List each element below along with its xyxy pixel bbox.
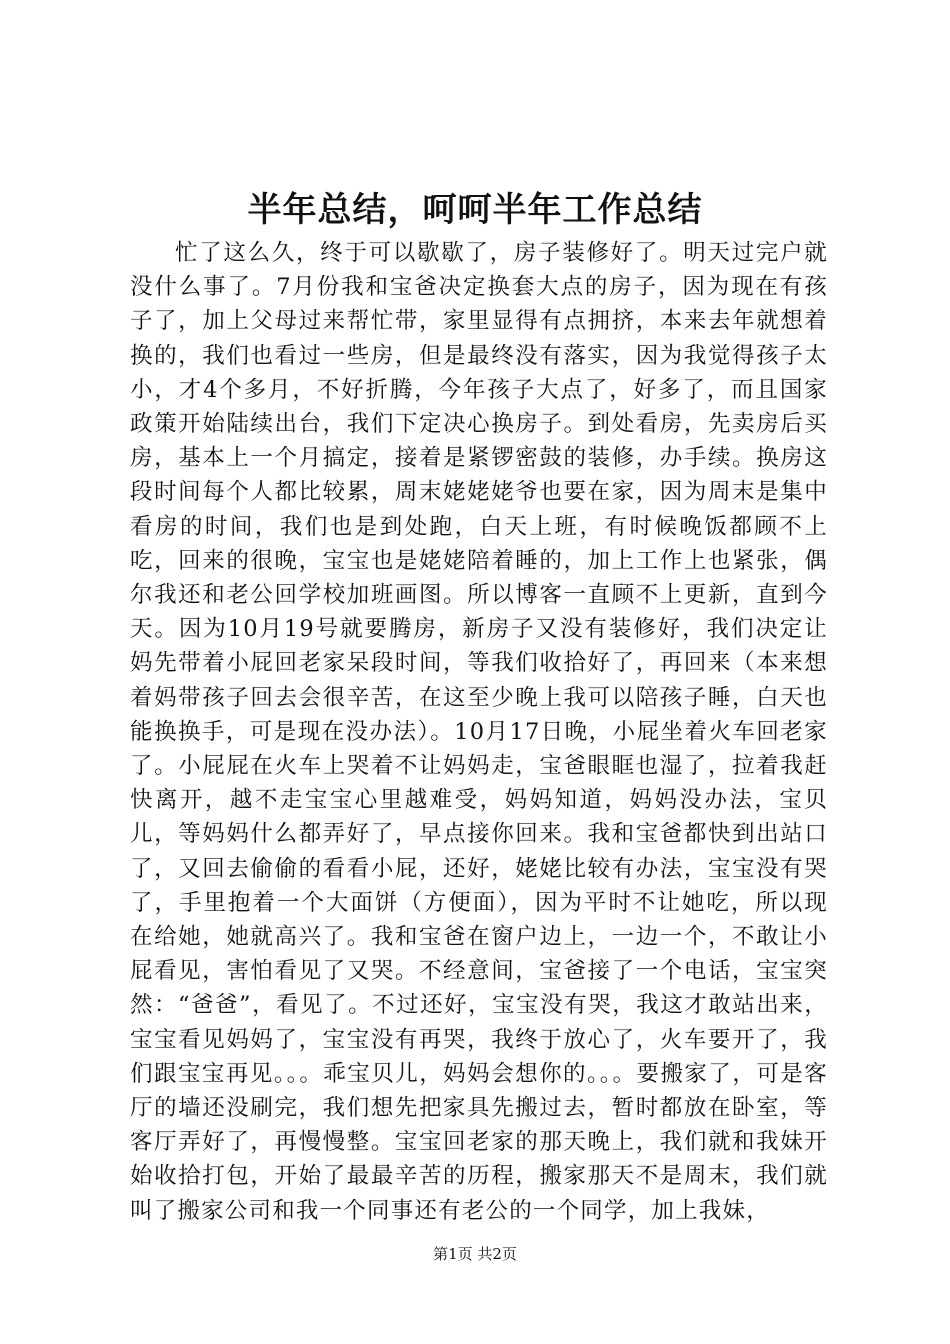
document-body-paragraph: 忙了这么久，终于可以歇歇了，房子装修好了。明天过完户就没什么事了。7月份我和宝爸决定换套大点的房子，因为现在有孩子了，加上父母过来帮忙带，家里显得有点拥挤，本来去年就想着换的，我们也看过一些房，但是最终没有落实，因为我觉得孩子太小，才4个多月，不好折腾，今年孩子大点了，好多了，而且国家政策开始陆续出台，我们下定决心换房子。到处看房，先卖房后买房，基本上一个月搞定，接着是紧锣密鼓的装修，办手续。换房这段时间每个人都比较累，周末姥姥姥爷也要在家，因为周末是集中看房的时间，我们也是到处跑，白天上班，有时候晚饭都顾不上吃，回来的很晚，宝宝也是姥姥陪着睡的，加上工作上也紧张，偶尔我还和老公回学校加班画图。所以博客一直顾不上更新，直到今天。因为10月19号就要腾房，新房子又没有装修好，我们决定让妈先带着小屁回老家呆段时间，等我们收拾好了，再回来（本来想着妈带孩子回去会很辛苦，在这至少晚上我可以陪孩子睡，白天也能换换手，可是现在没办法）。10月17日晚，小屁坐着火车回老家了。小屁屁在火车上哭着不让妈妈走，宝爸眼眶也湿了，拉着我赶快离开，越不走宝宝心里越难受，妈妈知道，妈妈没办法，宝贝儿，等妈妈什么都弄好了，早点接你回来。我和宝爸都快到出站口了，又回去偷偷的看看小屁，还好，姥姥比较有办法，宝宝没有哭了，手里抱着一个大面饼（方便面），因为平时不让她吃，所以现在给她，她就高兴了。我和宝爸在窗户边上，一边一个，不敢让小屁看见，害怕看见了又哭。不经意间，宝爸接了一个电话，宝宝突然：“爸爸”，看见了。不过还好，宝宝没有哭，我这才敢站出来，宝宝看见妈妈了，宝宝没有再哭，我终于放心了，火车要开了，我们跟宝宝再见。。。乖宝贝儿，妈妈会想你的。。。要搬家了，可是客厅的墙还没刷完，我们想先把家具先搬过去，暂时都放在卧室，等客厅弄好了，再慢慢整。宝宝回老家的那天晚上，我们就和我妹开始收拾打包，开始了最最辛苦的历程，搬家那天不是周末，我们就叫了搬家公司和我一个同事还有老公的一个同学，加上我妹， — [130, 240, 828, 1224]
document-title: 半年总结，呵呵半年工作总结 — [247, 190, 703, 230]
page-number-footer: 第1页 共2页 — [433, 1245, 517, 1263]
